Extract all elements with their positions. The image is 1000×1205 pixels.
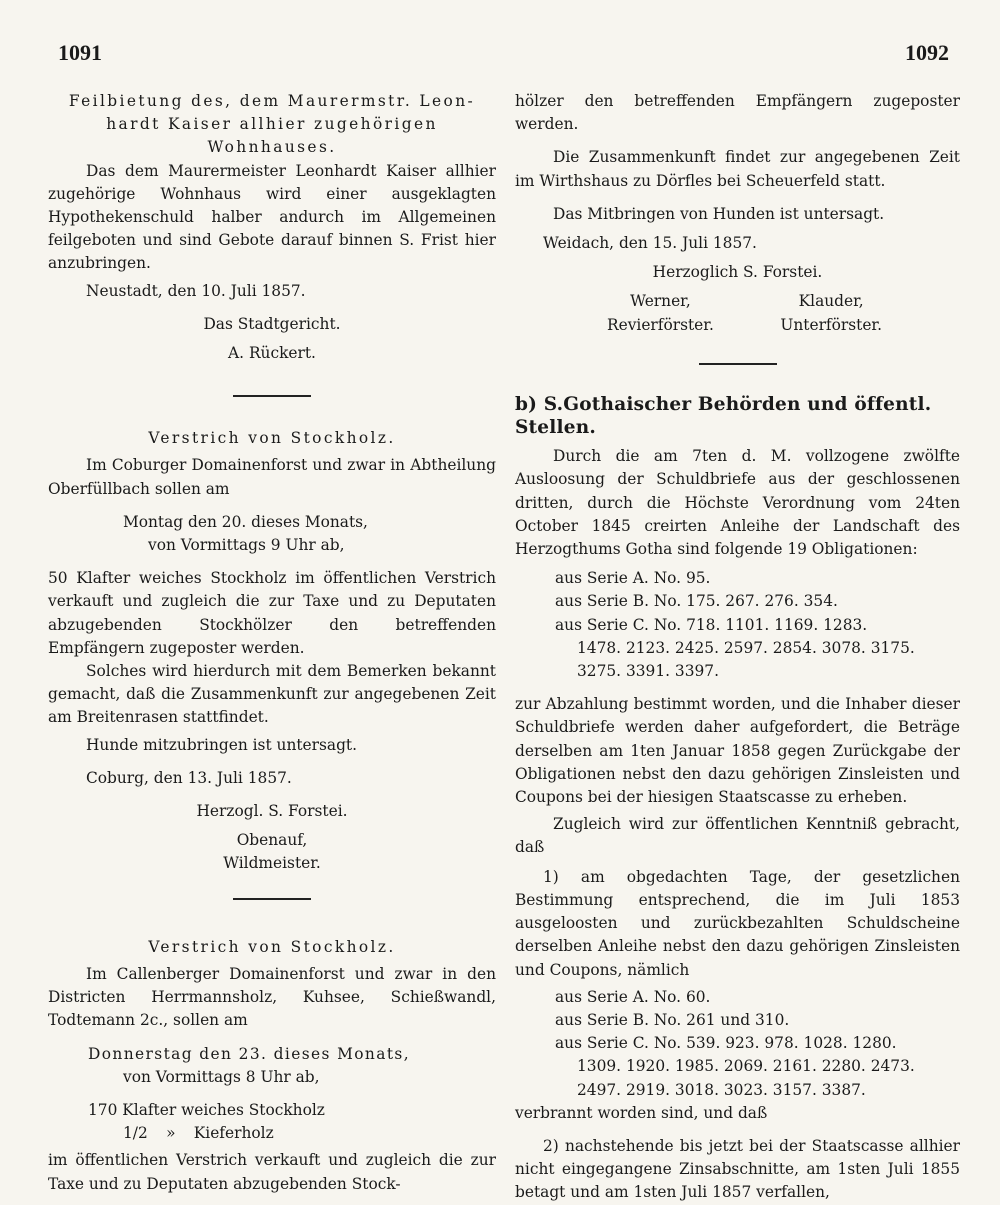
numbered-point [515, 866, 960, 982]
signature-block [607, 290, 714, 336]
notice-stockholz-callenberg [48, 936, 496, 1196]
series-list-item: aus Serie C. No. 539. 923. 978. 1028. 1280. [555, 1034, 897, 1053]
notice-stockholz-coburg [48, 427, 496, 875]
authority: Herzogl. S. Forstei. [196, 802, 348, 821]
lot-quantity: 1/2 [123, 1124, 148, 1143]
series-list-item: aus Serie B. No. 175. 267. 276. 354. [555, 592, 838, 611]
dogs-note: Hunde mitzubringen ist untersagt. [86, 735, 358, 754]
auction-time: von Vormittags 8 Uhr ab, [123, 1067, 320, 1086]
notice-house-auction [48, 90, 496, 365]
divider [233, 395, 311, 397]
notice-body: Das dem Maurermeister Leonhardt Kaiser allhier zugehörige Wohnhaus wird einer ausgeklagten Hypothekenschuld halber andurch im Allgemeinen feilgeboten und sind Gebote darauf binnen S. Frist hier anzubringen. [48, 161, 496, 273]
series-list-continuation: 1478. 2123. 2425. 2597. 2854. 3078. 3175. [577, 638, 915, 657]
notice-body: im öffentlichen Verstrich verkauft und zugleich die zur Taxe und zu Deputaten abzugebenden Stock- [48, 1151, 496, 1193]
notice-heading: Feilbietung des, dem Maurermstr. Leon- [68, 92, 476, 110]
signature-title: Revierförster. [607, 315, 714, 334]
page-number-right: 1092 [905, 40, 949, 65]
dogs-note: Das Mitbringen von Hunden ist untersagt. [553, 204, 885, 223]
lot-item [48, 1122, 496, 1145]
authority: Das Stadtgericht. [203, 314, 341, 333]
right-column [515, 90, 960, 1205]
lot-item: 170 Klafter weiches Stockholz [88, 1100, 325, 1119]
notice-body: 50 Klafter weiches Stockholz im öffentlichen Verstrich verkauft und zugleich die zur Taxe und zu Deputaten abzugebenden Stockhölzer den betreffenden Empfängern zugeposter werden. [48, 569, 496, 657]
left-column [48, 90, 496, 1196]
series-list-item: aus Serie A. No. 60. [555, 987, 711, 1006]
divider [699, 363, 777, 365]
series-list-continuation: 2497. 2919. 3018. 3023. 3157. 3387. [577, 1080, 866, 1099]
signature: A. Rückert. [228, 344, 316, 363]
place-date: Coburg, den 13. Juli 1857. [86, 768, 292, 787]
series-list-item: aus Serie C. No. 718. 1101. 1169. 1283. [555, 615, 868, 634]
signature-block [780, 290, 882, 336]
signature-name: Werner, [630, 292, 691, 311]
series-list-continuation: 3275. 3391. 3397. [577, 662, 719, 681]
divider [233, 898, 311, 900]
section-heading: b) S.Gothaischer Behörden und öffentl. Stellen. [515, 393, 932, 439]
notice-heading: hardt Kaiser allhier zugehörigen [106, 115, 438, 134]
meeting-text: Die Zusammenkunft findet zur angegebenen Zeit im Wirthshaus zu Dörfles bei Scheuerfeld statt. [515, 148, 960, 190]
series-list-item: aus Serie A. No. 95. [555, 569, 711, 588]
place-date: Weidach, den 15. Juli 1857. [543, 234, 757, 253]
signatures [515, 290, 960, 336]
authority: Herzoglich S. Forstei. [652, 263, 823, 282]
page-number-left: 1091 [58, 40, 102, 65]
paragraph: zur Abzahlung bestimmt worden, und die Inhaber dieser Schuldbriefe werden daher aufgefordert, die Beträge derselben am 1ten Januar 1858 gegen Zurückgabe der Obligationen nebst den dazu gehörigen Zinsleisten und Coupons bei der hiesigen Staatscasse zu erheben. [515, 695, 960, 807]
signature-title: Unterförster. [780, 315, 882, 334]
continuation-text: hölzer den betreffenden Empfängern zugeposter werden. [515, 92, 960, 134]
auction-time: von Vormittags 9 Uhr ab, [148, 536, 345, 555]
place-date: Neustadt, den 10. Juli 1857. [86, 281, 306, 300]
numbered-point-text: 1) am obgedachten Tage, der gesetzlichen Bestimmung entsprechend, die im Juli 1853 ausgeloosten und zurückbezahlten Schuldscheine derselben Anleihe nebst den dazu gehörigen Zinsleisten und Coupons, nämlich [515, 867, 960, 979]
paragraph: Zugleich wird zur öffentlichen Kenntniß gebracht, daß [515, 815, 960, 857]
notice-heading: Verstrich von Stockholz. [148, 429, 396, 448]
signature-title: Wildmeister. [223, 854, 321, 873]
notice-intro: Im Callenberger Domainenforst und zwar in den Districten Herrmannsholz, Kuhsee, Schießwandl, Todtemann 2c., sollen am [48, 964, 496, 1030]
series-list-item: aus Serie B. No. 261 und 310. [555, 1010, 790, 1029]
paragraph: Durch die am 7ten d. M. vollzogene zwölfte Ausloosung der Schuldbriefe aus der geschlossenen dritten, durch die Höchste Verordnung vom 24ten October 1845 creirten Anleihe der Landschaft des Herzogthums Gotha sind folgende 19 Obligationen: [515, 447, 960, 559]
notice-intro: Im Coburger Domainenforst und zwar in Abtheilung Oberfüllbach sollen am [48, 456, 496, 498]
ditto-mark: » [166, 1124, 176, 1143]
auction-date: Donnerstag den 23. dieses Monats, [88, 1044, 410, 1063]
lot-text: Kieferholz [193, 1124, 274, 1143]
notice-body: Solches wird hierdurch mit dem Bemerken bekannt gemacht, daß die Zusammenkunft zur angegebenen Zeit am Breitenrasen stattfindet. [48, 662, 496, 727]
section-gotha [515, 393, 960, 1205]
signature-name: Klauder, [798, 292, 864, 311]
notice-heading: Wohnhauses. [207, 138, 337, 157]
numbered-point: 2) nachstehende bis jetzt bei der Staatscasse allhier nicht eingegangene Zinsabschnitte, am 1sten Juli 1855 betagt und am 1sten Juli 1857 verfallen, [515, 1136, 960, 1202]
notice-heading: Verstrich von Stockholz. [148, 937, 396, 956]
series-list-continuation: 1309. 1920. 1985. 2069. 2161. 2280. 2473. [577, 1057, 915, 1076]
paragraph: verbrannt worden sind, und daß [515, 1103, 768, 1122]
auction-date: Montag den 20. dieses Monats, [123, 512, 368, 531]
notice-continuation [515, 90, 960, 337]
signature-name: Obenauf, [236, 831, 308, 850]
